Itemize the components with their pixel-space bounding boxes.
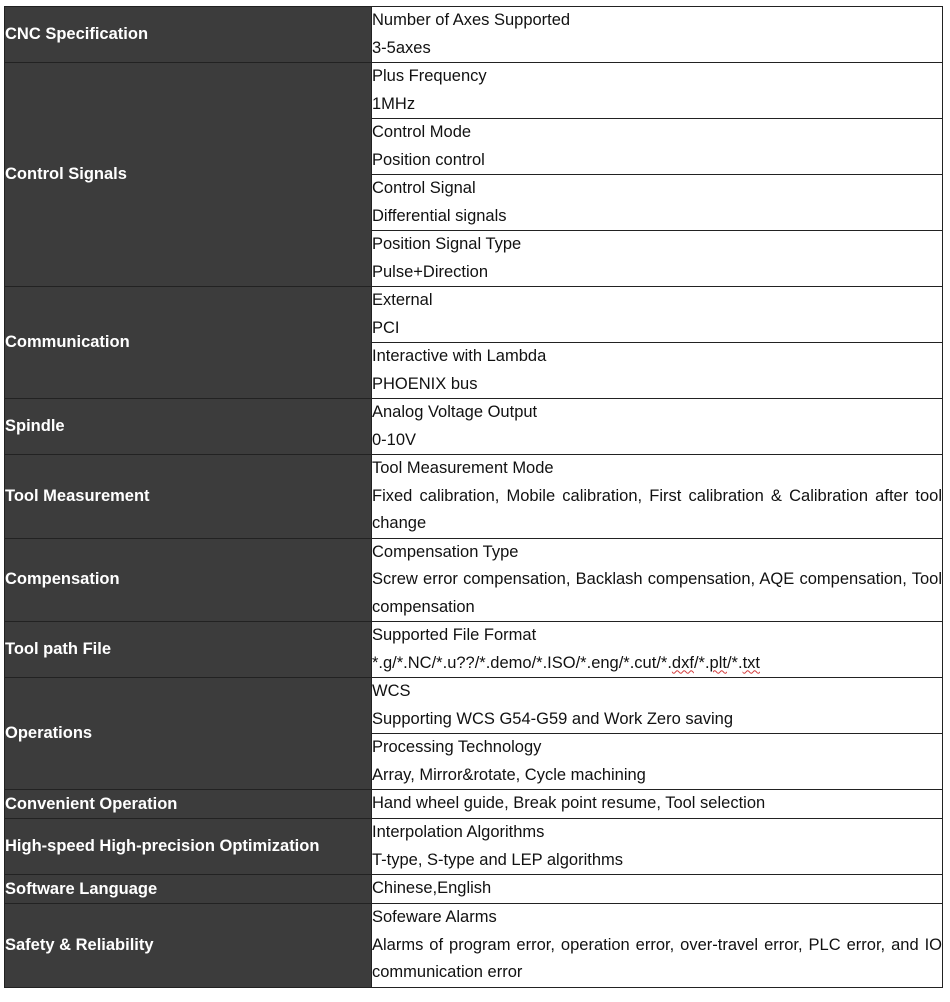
spec-label: Control Mode: [372, 123, 472, 141]
file-format-plt: plt: [709, 653, 727, 672]
spec-label: Interpolation Algorithms: [372, 823, 545, 841]
category-cell: CNC Specification: [5, 7, 372, 63]
value-cell: [372, 7, 943, 63]
value-cell: [372, 904, 943, 988]
category-cell: Tool Measurement: [5, 455, 372, 539]
table-row: [5, 455, 943, 539]
spec-value: Alarms of program error, operation error, over-travel error, PLC error, and IO communication error: [372, 935, 942, 981]
spec-label: WCS: [372, 682, 411, 700]
value-cell: [372, 734, 943, 790]
category-cell: Safety & Reliability: [5, 904, 372, 988]
spec-label: Control Signal: [372, 179, 476, 197]
spec-value: Fixed calibration, Mobile calibration, First calibration & Calibration after tool change: [372, 486, 942, 532]
category-cell: Convenient Operation: [5, 790, 372, 819]
value-cell: [372, 63, 943, 119]
spec-table: [4, 6, 943, 988]
file-format-dxf: dxf: [671, 653, 694, 672]
value-cell: [372, 678, 943, 734]
category-cell: Compensation: [5, 538, 372, 622]
table-row: [5, 904, 943, 988]
value-cell: [372, 790, 943, 819]
file-format-text: *.g/*.NC/*.u??/*.demo/*.ISO/*.eng/*.cut/*.: [372, 653, 672, 672]
spec-value: 0-10V: [372, 430, 417, 449]
value-cell: [372, 287, 943, 343]
category-cell: Tool path File: [5, 622, 372, 678]
spec-label: External: [372, 291, 433, 309]
table-row: [5, 538, 943, 622]
value-cell: [372, 622, 943, 678]
category-cell: Operations: [5, 678, 372, 790]
category-cell: Spindle: [5, 399, 372, 455]
table-row: [5, 622, 943, 678]
value-cell: [372, 455, 943, 539]
spec-value: Pulse+Direction: [372, 262, 489, 281]
table-row: [5, 678, 943, 734]
value-cell: [372, 875, 943, 904]
table-row: [5, 875, 943, 904]
spec-label: Plus Frequency: [372, 67, 487, 85]
table-row: [5, 790, 943, 819]
value-cell: [372, 119, 943, 175]
spec-label: Interactive with Lambda: [372, 347, 547, 365]
category-cell: Software Language: [5, 875, 372, 904]
spec-value: Chinese,English: [372, 879, 492, 897]
spec-value: Array, Mirror&rotate, Cycle machining: [372, 765, 646, 784]
file-format-sep: /*.: [693, 653, 710, 672]
spec-value: Position control: [372, 150, 485, 169]
table-row: [5, 399, 943, 455]
spec-label: Processing Technology: [372, 738, 542, 756]
file-format-txt: txt: [742, 653, 760, 672]
spec-value: 3-5axes: [372, 38, 431, 57]
spec-label: Position Signal Type: [372, 235, 522, 253]
value-cell: [372, 538, 943, 622]
category-cell: Communication: [5, 287, 372, 399]
spec-label: Number of Axes Supported: [372, 11, 571, 29]
category-cell: High-speed High-precision Optimization: [5, 819, 372, 875]
value-cell: [372, 399, 943, 455]
spec-value: PCI: [372, 318, 400, 337]
spec-label: Supported File Format: [372, 626, 537, 644]
category-cell: Control Signals: [5, 63, 372, 287]
spec-value: Hand wheel guide, Break point resume, Tool selection: [372, 794, 766, 812]
spec-label: Tool Measurement Mode: [372, 459, 554, 477]
table-row: [5, 287, 943, 343]
spec-value: Screw error compensation, Backlash compensation, AQE compensation, Tool compensation: [372, 570, 942, 616]
value-cell: [372, 819, 943, 875]
spec-value: PHOENIX bus: [372, 374, 478, 393]
spec-value: Supporting WCS G54-G59 and Work Zero saving: [372, 709, 734, 728]
table-row: [5, 819, 943, 875]
spec-label: Sofeware Alarms: [372, 908, 497, 926]
spec-label: Compensation Type: [372, 542, 519, 561]
value-cell: [372, 175, 943, 231]
spec-value: 1MHz: [372, 94, 416, 113]
spec-value: Differential signals: [372, 206, 507, 225]
table-row: [5, 63, 943, 119]
table-row: [5, 7, 943, 63]
value-cell: [372, 231, 943, 287]
file-format-sep: /*.: [726, 653, 743, 672]
spec-label: Analog Voltage Output: [372, 403, 538, 421]
spec-value: T-type, S-type and LEP algorithms: [372, 850, 623, 869]
value-cell: [372, 343, 943, 399]
spec-value: [372, 650, 942, 678]
